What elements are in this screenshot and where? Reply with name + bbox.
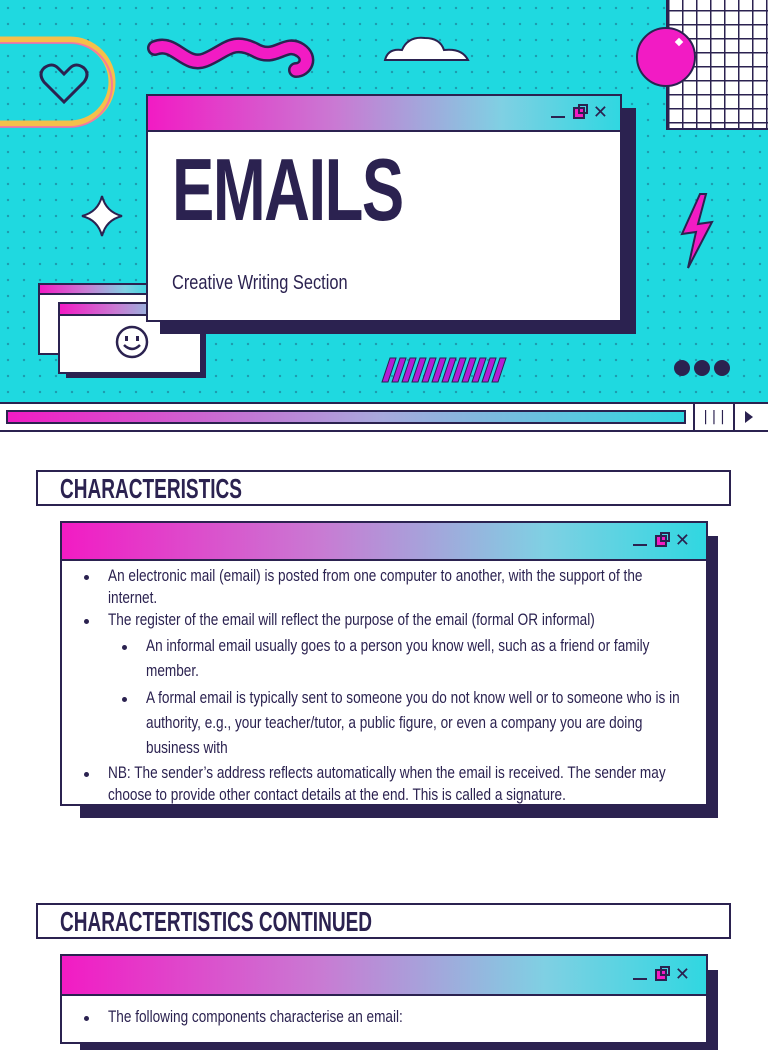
list-item: NB: The sender’s address reflects automatically when the email is received. The sender may choose to provide other contact details at the end. This is called a signature. [82, 762, 686, 806]
section-heading-text: CHARACTERTISTICS CONTINUED [60, 906, 373, 937]
maximize-icon[interactable] [573, 107, 585, 119]
sub-list-item: A formal email is typically sent to someone you do not know well or to someone who is in authority, e.g., your teacher/tutor, a public figure, or even a company you are doing business with [82, 685, 686, 760]
bullet-list [82, 1006, 686, 1028]
dot-decoration [674, 360, 690, 376]
title-slide [0, 0, 768, 432]
page-title: EMAILS [172, 140, 403, 239]
page-subtitle: Creative Writing Section [172, 272, 348, 294]
lightning-icon [682, 194, 712, 268]
pause-icon[interactable]: ||| [693, 404, 735, 430]
section1-window [60, 521, 708, 806]
play-icon[interactable] [745, 411, 753, 423]
section2-window [60, 954, 708, 1044]
maximize-icon[interactable] [655, 535, 667, 547]
list-item: An electronic mail (email) is posted from one computer to another, with the support of the internet. [82, 565, 686, 609]
maximize-icon[interactable] [655, 969, 667, 981]
pink-ball-decoration [636, 27, 696, 87]
title-window [146, 94, 622, 322]
sub-list-item: An informal email usually goes to a person you know well, such as a friend or family member. [82, 633, 686, 683]
smiley-icon [114, 324, 150, 360]
list-item: The register of the email will reflect the purpose of the email (formal OR informal) [82, 609, 686, 631]
heart-icon [41, 65, 87, 102]
minimize-icon[interactable] [633, 544, 647, 546]
sparkle-icon [82, 196, 122, 236]
section-heading-continued [36, 903, 731, 939]
bullet-list [82, 565, 686, 806]
section-heading-characteristics [36, 470, 731, 506]
progress-bar [0, 402, 768, 432]
stripes-decoration [382, 358, 506, 382]
progress-fill [6, 410, 686, 424]
section-heading-text: CHARACTERISTICS [60, 473, 242, 504]
cloud-icon [385, 38, 468, 60]
close-icon[interactable]: ✕ [592, 102, 608, 123]
close-icon[interactable]: ✕ [674, 964, 690, 985]
close-icon[interactable]: ✕ [674, 530, 690, 551]
minimize-icon[interactable] [633, 978, 647, 980]
minimize-icon[interactable] [551, 116, 565, 118]
list-item: The following components characterise an email: [82, 1006, 686, 1028]
